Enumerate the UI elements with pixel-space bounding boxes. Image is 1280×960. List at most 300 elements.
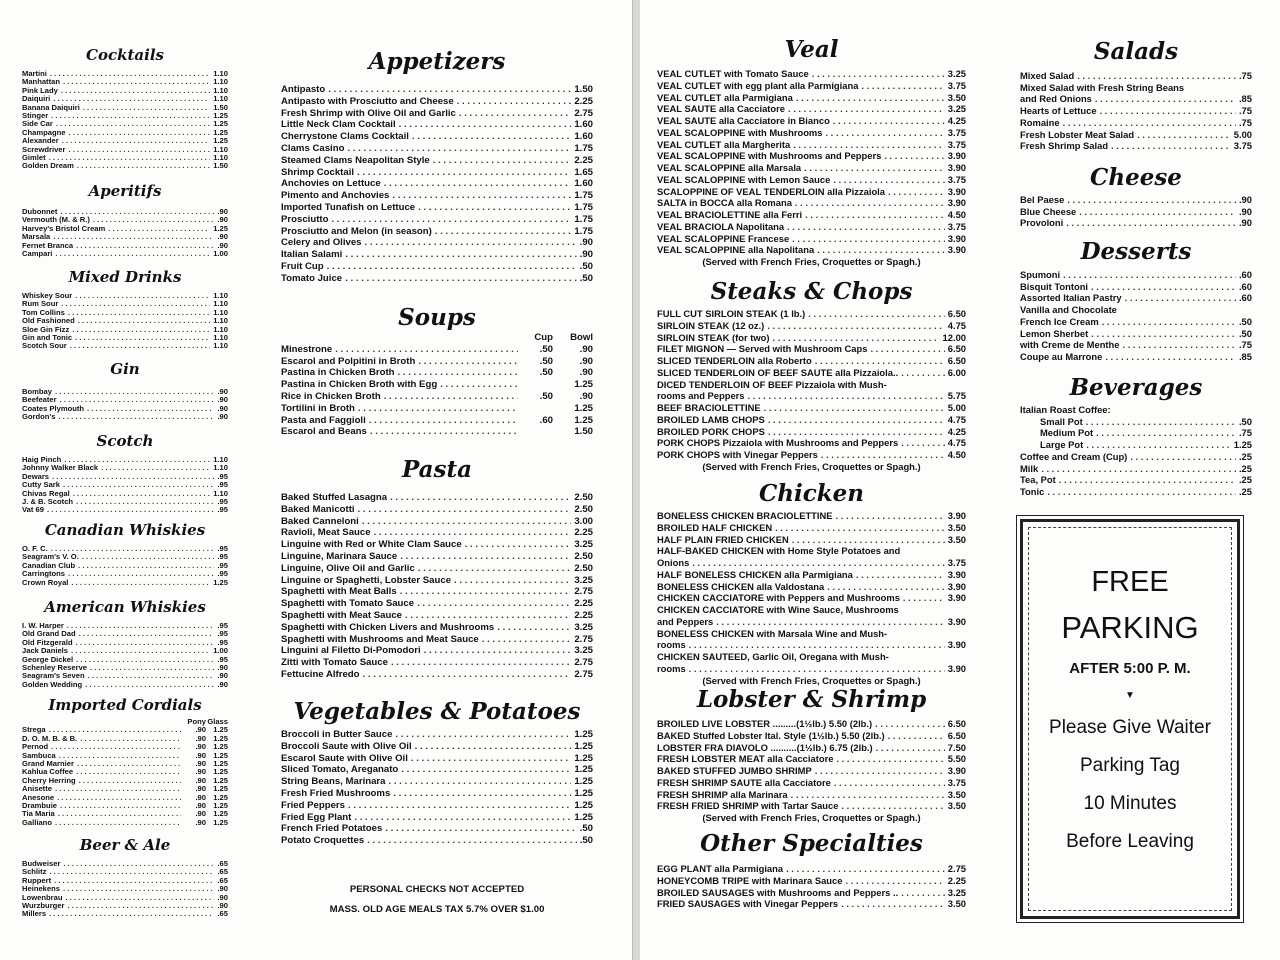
price-small: .90 — [195, 784, 206, 794]
item-name: Martini — [22, 69, 47, 78]
item-price: 3.90 — [947, 765, 966, 776]
menu-item-row — [657, 449, 966, 461]
item-name: Tomato Juice — [281, 272, 343, 284]
leader-dots — [901, 437, 945, 449]
item-name: Little Neck Clam Cocktail — [281, 119, 396, 131]
menu-item-row — [22, 342, 228, 350]
item-name: Escarol Saute with Olive Oil — [281, 752, 408, 764]
menu-item-row — [281, 835, 593, 847]
price-large: 1.25 — [213, 750, 228, 760]
item-price: 1.10 — [213, 307, 228, 317]
item-name: Budweiser — [22, 859, 61, 868]
leader-dots — [87, 405, 214, 413]
item-price: 1.25 — [574, 799, 593, 811]
menu-item-row — [657, 510, 966, 522]
item-name: French Ice Cream — [1020, 315, 1099, 327]
item-name: Broccoli Saute with Olive Oil — [281, 740, 412, 752]
leader-dots — [85, 681, 214, 689]
leader-dots — [812, 68, 945, 80]
leader-dots — [1111, 140, 1231, 152]
served-with-note: (Served with French Fries, Croquettes or Spagh.) — [702, 674, 921, 686]
item-name: Tonic — [1020, 485, 1045, 497]
menu-item-row — [281, 657, 593, 669]
leader-dots — [101, 464, 210, 472]
menu-item-row — [281, 776, 593, 788]
leader-dots — [1059, 474, 1236, 486]
price-small: .90 — [195, 775, 206, 785]
menu-item-row — [22, 250, 228, 258]
menu-item-row — [657, 800, 966, 812]
item-name: Linguine, Marinara Sauce — [281, 550, 398, 562]
menu-item-row — [657, 875, 966, 887]
menu-item-row — [281, 237, 593, 249]
item-name: rooms — [657, 662, 686, 674]
leader-dots — [90, 664, 214, 672]
menu-item-row — [1020, 105, 1252, 117]
item-price: 1.25 — [213, 223, 228, 233]
item-name: Baked Canneloni — [281, 515, 359, 527]
price-small: .90 — [195, 809, 206, 819]
leader-dots — [76, 242, 214, 250]
menu-item-row — [281, 403, 593, 415]
menu-item-row — [281, 598, 593, 610]
leader-dots — [331, 214, 571, 226]
item-name: Alexander — [22, 136, 59, 146]
section-title: Salads — [1093, 38, 1179, 65]
item-price: 3.75 — [1233, 140, 1252, 152]
leader-dots — [78, 317, 210, 325]
item-name: Assorted Italian Pastry — [1020, 292, 1122, 304]
item-name: SCALOPPINE OF VEAL TENDERLOIN alla Pizzaiola — [657, 185, 885, 197]
leader-dots — [433, 155, 572, 167]
leader-dots — [401, 764, 571, 776]
price-small: .90 — [195, 725, 206, 735]
item-price: 3.25 — [947, 103, 966, 115]
item-name: Daiquiri — [22, 94, 51, 104]
menu-item-row — [657, 742, 966, 754]
vegetables-section — [281, 700, 593, 847]
leader-dots — [55, 819, 181, 827]
price-large: .90 — [579, 390, 593, 402]
served-with-note: (Served with French Fries, Croquettes or Spagh.) — [702, 256, 921, 267]
item-name: Potato Croquettes — [281, 835, 365, 847]
item-name: Wurzburger — [22, 901, 65, 911]
menu-item-row — [281, 504, 593, 516]
item-name: Small Pot — [1040, 415, 1083, 427]
item-name: Clams Casino — [281, 142, 345, 154]
item-price: 3.90 — [947, 580, 966, 592]
item-name: Harvey's Bristol Cream — [22, 223, 106, 233]
leader-dots — [83, 104, 210, 112]
item-name: Banana Daiquiri — [22, 102, 80, 112]
price-large: 1.25 — [574, 379, 593, 391]
item-price: .65 — [217, 909, 228, 919]
leader-dots — [793, 139, 945, 151]
item-price: 1.10 — [213, 299, 228, 309]
item-price: 6.50 — [947, 308, 966, 319]
item-price: 1.00 — [213, 646, 228, 656]
menu-item-row — [281, 108, 593, 120]
item-price: .90 — [217, 679, 228, 689]
leader-dots — [75, 334, 210, 342]
price-large: 1.25 — [213, 725, 228, 735]
leader-dots — [50, 70, 210, 78]
leader-dots — [1086, 416, 1236, 428]
item-name: Provoloni — [1020, 217, 1064, 229]
item-name: Old Fitzgerald — [22, 637, 73, 647]
item-name: VEAL CUTLET alla Parmigiana — [657, 91, 793, 103]
leader-dots — [411, 753, 571, 765]
item-price: 3.75 — [947, 557, 966, 568]
item-name: Tea, Pot — [1020, 474, 1056, 486]
item-name: EGG PLANT alla Parmigiana — [657, 863, 784, 874]
item-name: VEAL CUTLET with egg plant alla Parmigiana — [657, 79, 859, 91]
item-price: 3.75 — [947, 79, 966, 91]
item-name: Escarol and Polpitini in Broth — [281, 355, 416, 367]
item-price: 1.25 — [213, 111, 228, 121]
item-price: 1.10 — [213, 69, 228, 78]
item-name: SALTA in BOCCA alla Romana — [657, 197, 792, 209]
item-name: Romaine — [1020, 116, 1060, 128]
section-title: American Whiskies — [44, 598, 206, 616]
item-price: .90 — [1238, 217, 1252, 229]
item-name: CHICKEN CACCIATORE with Peppers and Mushrooms — [657, 592, 900, 604]
item-price: .65 — [217, 867, 228, 877]
item-name: HALF-BAKED CHICKEN with Home Style Potatoes and — [657, 545, 901, 557]
item-price: .65 — [217, 875, 228, 885]
leader-dots — [76, 656, 214, 664]
item-name: Prosciutto — [281, 213, 329, 225]
menu-item-row — [281, 273, 593, 285]
item-price: 1.50 — [213, 102, 228, 112]
item-name: Millers — [22, 909, 47, 919]
price-small: .50 — [539, 343, 553, 355]
item-name: Strega — [22, 725, 46, 735]
leader-dots — [418, 356, 518, 368]
item-price: 4.50 — [947, 209, 966, 220]
item-name: Johnny Walker Black — [22, 463, 99, 473]
item-name: Stinger — [22, 111, 49, 121]
item-name: Champagne — [22, 127, 66, 137]
free-parking-box — [1020, 519, 1240, 919]
item-price: 2.25 — [947, 874, 966, 886]
leader-dots — [412, 131, 571, 143]
item-name: Lowenbrau — [22, 892, 63, 902]
menu-item-row — [1020, 140, 1252, 152]
item-name: D. O. M. B. & B. — [22, 733, 78, 743]
item-price: 2.75 — [574, 107, 593, 119]
item-name: Mixed Salad — [1020, 70, 1075, 81]
item-price: 6.50 — [947, 355, 966, 366]
item-price: .90 — [579, 249, 593, 261]
leader-dots — [418, 563, 572, 575]
item-name: FRESH LOBSTER MEAT alla Cacciatore — [657, 753, 834, 765]
served-with-note: (Served with French Fries, Croquettes or Spagh.) — [702, 812, 921, 823]
leader-dots — [457, 96, 572, 108]
item-price: 3.50 — [947, 533, 966, 545]
item-price: 1.10 — [213, 341, 228, 351]
item-price: 5.00 — [1233, 128, 1252, 140]
item-price: 3.75 — [947, 138, 966, 150]
beverages-section — [1020, 376, 1252, 498]
leader-dots — [417, 598, 571, 610]
item-name: Coates Plymouth — [22, 403, 85, 413]
leader-dots — [787, 221, 945, 233]
menu-item-row — [281, 634, 593, 646]
item-name: VEAL BRACIOLETTINE alla Ferri — [657, 209, 803, 220]
menu-item-row — [1020, 70, 1252, 82]
leader-dots — [768, 414, 945, 426]
menu-item-row — [657, 569, 966, 581]
item-name: Dubonnet — [22, 207, 58, 216]
item-name: Fresh Shrimp Salad — [1020, 140, 1109, 152]
menu-item-row — [281, 823, 593, 835]
item-name: Bombay — [22, 387, 52, 396]
item-name: Old Fashioned — [22, 316, 75, 326]
veal-section — [657, 38, 966, 268]
item-name: Gordon's — [22, 412, 56, 422]
item-price: .90 — [217, 395, 228, 405]
item-price: 3.00 — [574, 515, 593, 527]
bowl-header: Bowl — [570, 332, 593, 343]
item-price: 1.75 — [574, 213, 593, 225]
item-name: Manhattan — [22, 77, 60, 87]
item-name: Carringtons — [22, 569, 66, 579]
leader-dots — [836, 753, 944, 765]
menu-item-row — [1020, 439, 1252, 451]
leader-dots — [1047, 486, 1236, 498]
leader-dots — [1091, 328, 1236, 340]
item-price: .95 — [217, 544, 228, 553]
menu-item-row — [281, 167, 593, 179]
menu-item-row — [22, 681, 228, 689]
leader-dots — [56, 120, 210, 128]
item-name: BAKED STUFFED JUMBO SHRIMP — [657, 765, 812, 776]
item-price: .50 — [1238, 415, 1252, 427]
item-price: .50 — [1238, 315, 1252, 327]
menu-item-row — [657, 390, 966, 402]
menu-item-row — [657, 592, 966, 604]
item-price: 2.50 — [574, 550, 593, 562]
menu-item-row — [657, 765, 966, 777]
leader-dots — [345, 249, 576, 261]
leader-dots — [67, 902, 214, 910]
menu-item-row — [657, 604, 966, 616]
beverages-heading: Italian Roast Coffee: — [1020, 404, 1111, 415]
item-price: .95 — [217, 471, 228, 481]
menu-item-row — [1020, 206, 1252, 218]
item-price: .95 — [217, 497, 228, 507]
item-price: .95 — [217, 629, 228, 639]
item-name: FRESH FRIED SHRIMP with Tartar Sauce — [657, 800, 839, 812]
item-name: Onions — [657, 557, 690, 568]
menu-item-row — [22, 87, 228, 95]
leader-dots — [804, 162, 945, 174]
section-title: Canadian Whiskies — [44, 521, 206, 539]
price-small: .90 — [195, 750, 206, 760]
item-price: 1.10 — [213, 455, 228, 464]
item-price: 3.90 — [947, 150, 966, 162]
item-price: 1.25 — [213, 577, 228, 587]
leader-dots — [52, 473, 214, 481]
item-price: 3.90 — [947, 197, 966, 209]
item-price: 1.60 — [574, 119, 593, 131]
leader-dots — [836, 510, 945, 522]
item-price: 1.10 — [213, 291, 228, 300]
item-name: Spaghetti with Chicken Livers and Mushrooms — [281, 621, 495, 633]
item-price: 3.90 — [947, 592, 966, 604]
leader-dots — [63, 78, 210, 86]
item-price: 1.65 — [574, 166, 593, 178]
leader-dots — [327, 261, 577, 273]
item-price: 3.50 — [947, 800, 966, 812]
section-title: Gin — [110, 360, 140, 378]
item-price: .90 — [217, 215, 228, 225]
price-large: 1.50 — [574, 426, 593, 438]
item-name: Baked Stuffed Lasagna — [281, 492, 388, 503]
leader-dots — [393, 788, 571, 800]
leader-dots — [817, 244, 945, 256]
item-price: .25 — [1238, 474, 1252, 486]
item-price: .90 — [217, 240, 228, 250]
leader-dots — [49, 868, 214, 876]
menu-item-row — [281, 379, 593, 391]
leader-dots — [57, 794, 181, 802]
item-name: Golden Dream — [22, 161, 74, 171]
cocktails-section — [22, 48, 228, 171]
aperitifs-section — [22, 184, 228, 258]
leader-dots — [788, 103, 945, 115]
price-small: .60 — [539, 414, 553, 426]
menu-item-row — [657, 244, 966, 256]
leader-dots — [398, 367, 518, 379]
leader-dots — [482, 634, 572, 646]
menu-item-row — [657, 730, 966, 742]
mixed-drinks-section — [22, 270, 228, 351]
leader-dots — [1123, 339, 1236, 351]
item-name: FRESH SHRIMP alla Marinara — [657, 788, 788, 800]
leader-dots — [400, 586, 572, 598]
item-name: VEAL SCALOPPINE with Lemon Sauce — [657, 173, 831, 185]
item-name: Prosciutto and Melon (in season) — [281, 225, 432, 237]
menu-item-row — [1020, 281, 1252, 293]
item-name: Shrimp Cocktail — [281, 166, 355, 178]
item-price: 5.00 — [947, 402, 966, 413]
item-name: Vanilla and Chocolate — [1020, 304, 1117, 316]
item-price: 1.10 — [213, 94, 228, 104]
tax-note: MASS. OLD AGE MEALS TAX 5.7% OVER $1.00 — [329, 904, 545, 915]
leader-dots — [76, 498, 214, 506]
leader-dots — [367, 835, 577, 847]
parking-instruction-2: Parking Tag — [1080, 755, 1180, 776]
leader-dots — [370, 426, 518, 438]
item-name: BROILED LAMB CHOPS — [657, 413, 765, 425]
menu-item-row — [657, 777, 966, 789]
item-name: Coffee and Cream (Cup) — [1020, 450, 1128, 462]
menu-item-row — [281, 586, 593, 598]
soups-section — [281, 306, 593, 438]
leader-dots — [76, 768, 181, 776]
menu-item-row — [281, 492, 593, 504]
leader-dots — [400, 551, 571, 563]
item-name: VEAL CUTLET with Tomato Sauce — [657, 68, 809, 79]
leader-dots — [465, 539, 572, 551]
item-name: Linguini al Filetto Di-Pomodori — [281, 645, 421, 657]
section-title: Beverages — [1069, 374, 1203, 401]
item-name: Pastina in Chicken Broth with Egg — [281, 379, 438, 391]
leader-dots — [841, 800, 944, 812]
menu-item-row — [1020, 93, 1252, 105]
item-name: Beefeater — [22, 395, 57, 405]
item-name: Tortilini in Broth — [281, 402, 355, 414]
specialties-section — [657, 832, 966, 910]
item-name: VEAL SCALOPPINE alla Marsala — [657, 162, 802, 173]
menu-item-row — [281, 261, 593, 273]
leader-dots — [1066, 217, 1236, 229]
item-price: 1.10 — [213, 85, 228, 95]
menu-item-row — [22, 413, 228, 421]
leader-dots — [389, 776, 572, 788]
item-price: .75 — [1238, 105, 1252, 117]
menu-item-row — [281, 516, 593, 528]
item-price: 2.50 — [574, 562, 593, 574]
item-name: Sliced Tomato, Areganato — [281, 764, 399, 776]
item-price: 2.25 — [574, 598, 593, 610]
menu-item-row — [1020, 194, 1252, 206]
price-small: .50 — [539, 355, 553, 367]
parking-instruction-1: Please Give Waiter — [1049, 717, 1211, 738]
item-price: 4.75 — [947, 413, 966, 425]
leader-dots — [716, 616, 944, 628]
item-price: 4.75 — [947, 319, 966, 331]
leader-dots — [62, 137, 210, 145]
item-price: 1.60 — [574, 178, 593, 190]
menu-item-row — [281, 226, 593, 238]
menu-item-row — [281, 367, 593, 379]
menu-item-row — [657, 789, 966, 801]
item-price: .75 — [1238, 70, 1252, 81]
item-name: Medium Pot — [1040, 427, 1094, 439]
menu-item-row — [657, 355, 966, 367]
leader-dots — [365, 237, 577, 249]
item-name: FILET MIGNON — Served with Mushroom Caps — [657, 343, 868, 355]
menu-item-row — [281, 610, 593, 622]
section-title: Scotch — [96, 432, 154, 450]
item-name: Escarol and Beans — [281, 426, 367, 438]
leader-dots — [58, 810, 181, 818]
leader-dots — [459, 108, 571, 120]
leader-dots — [63, 860, 214, 868]
leader-dots — [384, 391, 518, 403]
menu-item-row — [281, 143, 593, 155]
leader-dots — [347, 143, 571, 155]
menu-item-row — [657, 162, 966, 174]
leader-dots — [55, 250, 210, 258]
item-price: .50 — [579, 272, 593, 284]
menu-item-row — [1020, 351, 1252, 363]
menu-item-row — [281, 788, 593, 800]
cheese-section — [1020, 166, 1252, 229]
item-name: Sambuca — [22, 750, 56, 760]
item-name: SLICED TENDERLOIN alla Roberto — [657, 355, 812, 366]
price-large: 1.25 — [213, 733, 228, 743]
leader-dots — [876, 742, 945, 754]
leader-dots — [395, 729, 571, 741]
leader-dots — [748, 390, 945, 402]
menu-item-row — [281, 764, 593, 776]
leader-dots — [51, 743, 181, 751]
item-name: PORK CHOPS with Vinegar Peppers — [657, 449, 818, 460]
